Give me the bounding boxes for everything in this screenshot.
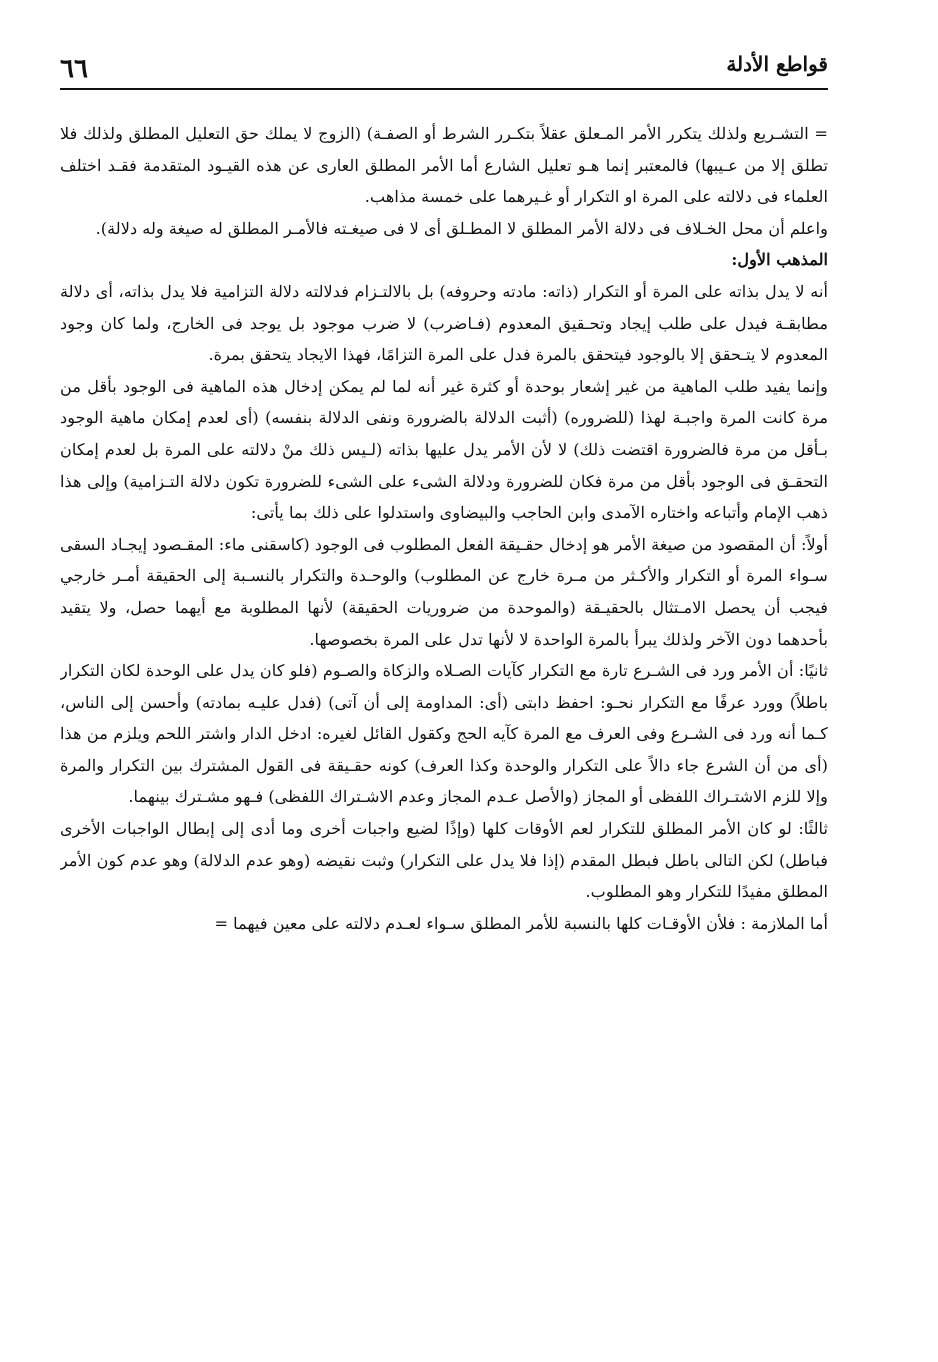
paragraph-note: واعلم أن محل الخـلاف فى دلالة الأمر المطلق لا المطـلق أى لا فى صيغـته فالأمـر المطلق له صيغة وله دلالة). (95, 218, 828, 238)
paragraph-intro: = التشـريع ولذلك يتكرر الأمر المـعلق عقلاً بتكـرر الشرط أو الصفـة) (الزوج لا يملك حق التعليل المطلق ولذلك فلا تطلق إلا من عـيبها) فالمعتبر إنما هـو تعليل الشارع أما الأمر المطلق العارى عن هذه القيـود المتقدمة فقـد اختلف العلماء فى دلالته على المرة او التكرار أو غـيرهما على خمسة مذاهب. (60, 124, 828, 207)
paragraph-mulazama: أما الملازمة : فلأن الأوقـات كلها بالنسبة للأمر المطلق سـواء لعـدم دلالته على معين فيهما = (214, 913, 828, 933)
page-body (60, 118, 828, 939)
page-number: ٦٦ (60, 54, 88, 84)
page-header (60, 48, 828, 88)
running-title: قواطع الأدلة (726, 52, 828, 76)
paragraph-third-proof: ثالثًا: لو كان الأمر المطلق للتكرار لعم الأوقات كلها (وإذًا لضيع واجبات أخرى وما أدى إلى إبطال الواجبات الأخرى فباطل) لكن التالى باطل فبطل المقدم (إذا فلا يدل على التكرار) وثبت نقيضه (وهو عدم الدلالة) وهو عدم كون الأمر المطلق مفيدًا للتكرار وهو المطلوب. (60, 819, 828, 902)
document-page (60, 48, 828, 1348)
paragraph-mahiya: وإنما يفيد طلب الماهية من غير إشعار بوحدة أو كثرة غير أنه لما لم يمكن إدخال هذه الماهية فى الوجود بأقل من مرة كانت المرة واجبـة لهذا (للضروره) (أثبت الدلالة بالضرورة ونفى الدلالة بنفسه) (أى لعدم إمكان ماهية الوجود بـأقل من مرة فالضرورة اقتضت ذلك) لا لأن الأمر يدل عليها بذاته (لـيس ذلك منْ دلالته على المرة بل لعدم إمكان التحقـق فى الوجود بأقل من مرة فكان للضرورة ودلالة الشىء على الشىء للضرورة تكون دلالة التـزامية) وإلى هذا ذهب الإمام وأتباعه واختاره الآمدى وابن الحاجب والبيضاوى واستدلوا على ذلك بما يأتى: (60, 376, 828, 523)
paragraph-first-view: أنه لا يدل بذاته على المرة أو التكرار (ذاته: مادته وحروفه) بل بالالتـزام فدلالته دلالة التزامية فلا يدل بذاته، أى دلالة مطابقـة فيدل على طلب إيجاد وتحـقيق المعدوم (فـاضرب) لا ضرب موجود بل يوجد فى الخارج، ولما كان وجود المعدوم لا يتـحقق إلا بالوجود فيتحقق بالمرة فدل على المرة التزامًا، فهذا الايجاد يتحقق بمرة. (60, 281, 828, 365)
header-divider (60, 88, 828, 90)
section-heading: المذهب الأول: (731, 250, 828, 270)
paragraph-first-proof: أولاً: أن المقصود من صيغة الأمر هو إدخال حقـيقة الفعل المطلوب فى الوجود (كاسقنى ماء: المقـصود إيجـاد السقى سـواء المرة أو التكرار والأكـثر من مـرة خارج عن المطلوب) والوحـدة والتكرار بالنسـبة إلى الحقيقة أمـر خارجي فيجب أن يحصل الامـتثال بالحقيـقة (والموحدة من ضروريات الحقيقة) لأنها المطلوبة مع أيهما حصل، ولا يتقيد بأحدهما دون الآخر ولذلك يبرأ بالمرة الواحدة لا لأنها تدل على المرة بخصوصها. (60, 534, 828, 649)
paragraph-second-proof: ثانيًا: أن الأمر ورد فى الشـرع تارة مع التكرار كآيات الصـلاه والزكاة والصـوم (فلو كان يدل على الوحدة لكان التكرار باطلاً) وورد عرفًا مع التكرار نحـو: احفظ دابتى (أى: المداومة إلى أن آتى) (فدل عليـه بمادته) وأحسن إلى الناس، كـما أنه ورد فى الشـرع وفى العرف مع المرة كآيه الحج وكقول القائل لغيره: ادخل الدار واشتر اللحم ويلزم من هذا (أى من أن الشرع جاء دالاً على التكرار والوحدة وكذا العرف) كونه حقـيقة فى القول المشترك بين التكرار والمرة وإلا للزم الاشتـراك اللفظى أو المجاز (والأصل عـدم المجاز وعدم الاشـتراك اللفظى) فـهو مشـترك بينهما. (60, 661, 828, 807)
